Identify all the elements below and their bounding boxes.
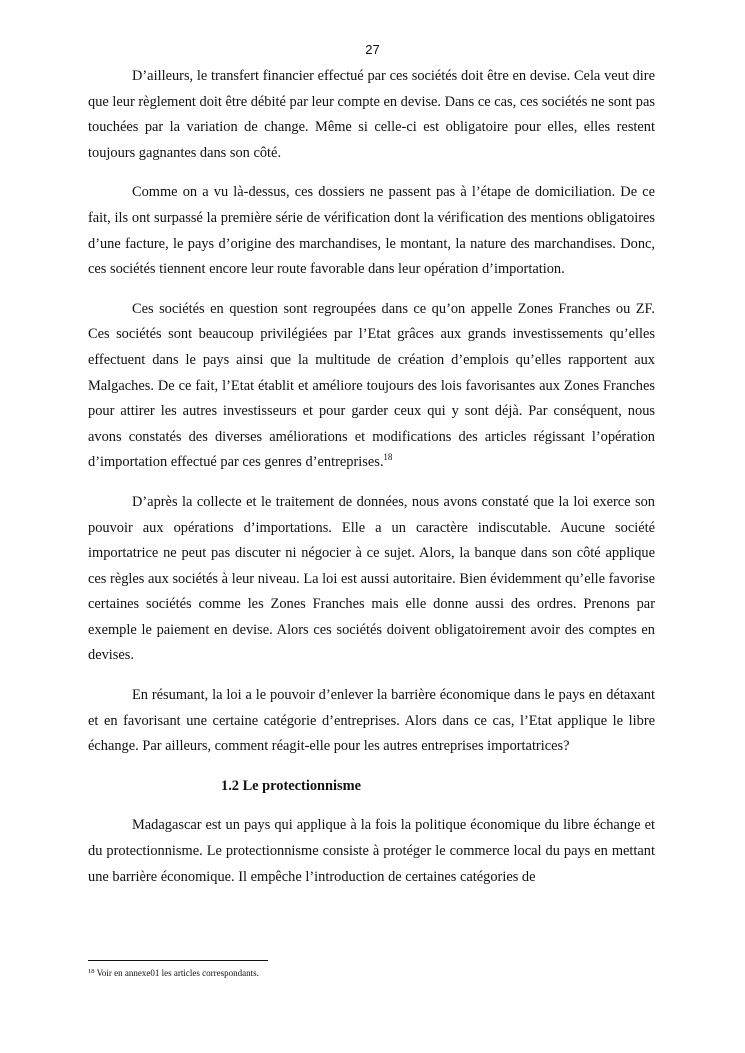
body-text <box>88 64 655 904</box>
section-heading: 1.2 Le protectionnisme <box>221 777 362 794</box>
paragraph-resumant: En résumant, la loi a le pouvoir d’enlever la barrière économique dans le pays en détaxant et en favorisant une certaine catégorie d’entreprises. Alors dans ce cas, l’Etat applique le libre échange. Par ailleurs, comment réagit-elle pour les autres entreprises importatrices? <box>88 687 655 755</box>
footnote-reference[interactable]: 18 <box>383 452 393 463</box>
paragraph-domiciliation: Comme on a vu là-dessus, ces dossiers ne passent pas à l’étape de domiciliation. De ce fait, ils ont surpassé la première série de vérification dont la vérification des mentions obligatoires d’une facture, le pays d’origine des marchandises, le montant, la nature des marchandises. Donc, ces sociétés tiennent encore leur route favorable dans leur opération d’importation. <box>88 184 655 278</box>
paragraph-zones-franches <box>88 297 655 476</box>
paragraph-transfert-financier: D’ailleurs, le transfert financier effectué par ces sociétés doit être en devise. Cela veut dire que leur règlement doit être débité par leur compte en devise. Dans ce cas, ces sociétés ne sont pas touchées par la variation de change. Même si celle-ci est obligatoire pour elles, elles restent toujours gagnantes dans son côté. <box>88 68 655 161</box>
footnote-divider <box>88 960 268 961</box>
page-number: 27 <box>365 42 380 57</box>
footnote-marker: 18 <box>88 968 95 975</box>
footnote <box>88 967 259 979</box>
paragraph-collecte-donnees: D’après la collecte et le traitement de données, nous avons constaté que la loi exerce son pouvoir aux opérations d’importations. Elle a un caractère indiscutable. Aucune société importatrice ne peut pas discuter ni négocier à ce sujet. Alors, la banque dans son côté applique ces règles aux sociétés à leur niveau. La loi est aussi autoritaire. Bien évidemment qu’elle favorise certaines sociétés comme les Zones Franches mais elle donne aussi des ordres. Prenons par exemple le paiement en devise. Alors ces sociétés doivent obligatoirement avoir des comptes en devises. <box>88 493 655 664</box>
footnote-text: Voir en annexe01 les articles correspondants. <box>94 968 259 978</box>
paragraph-protectionnisme: Madagascar est un pays qui applique à la fois la politique économique du libre échange et du protectionnisme. Le protectionnisme consiste à protéger le commerce local du pays en mettant une barrière économique. Il empêche l’introduction de certaines catégories de <box>88 817 655 885</box>
paragraph-zones-franches-text: Ces sociétés en question sont regroupées dans ce qu’on appelle Zones Franches ou ZF. Ces sociétés sont beaucoup privilégiées par l’Etat grâces aux grands investissements qu’elles effectuent dans le pays ainsi que la multitude de création d’emplois qu’elles rapportent aux Malgaches. De ce fait, l’Etat établit et améliore toujours des lois favorisantes aux Zones Franches pour attirer les autres investisseurs et pour garder ceux qui y sont déjà. Par conséquent, nous avons constatés des diverses améliorations et modifications des articles régissant l’opération d’importation effectué par ces genres d’entreprises. <box>88 300 655 471</box>
